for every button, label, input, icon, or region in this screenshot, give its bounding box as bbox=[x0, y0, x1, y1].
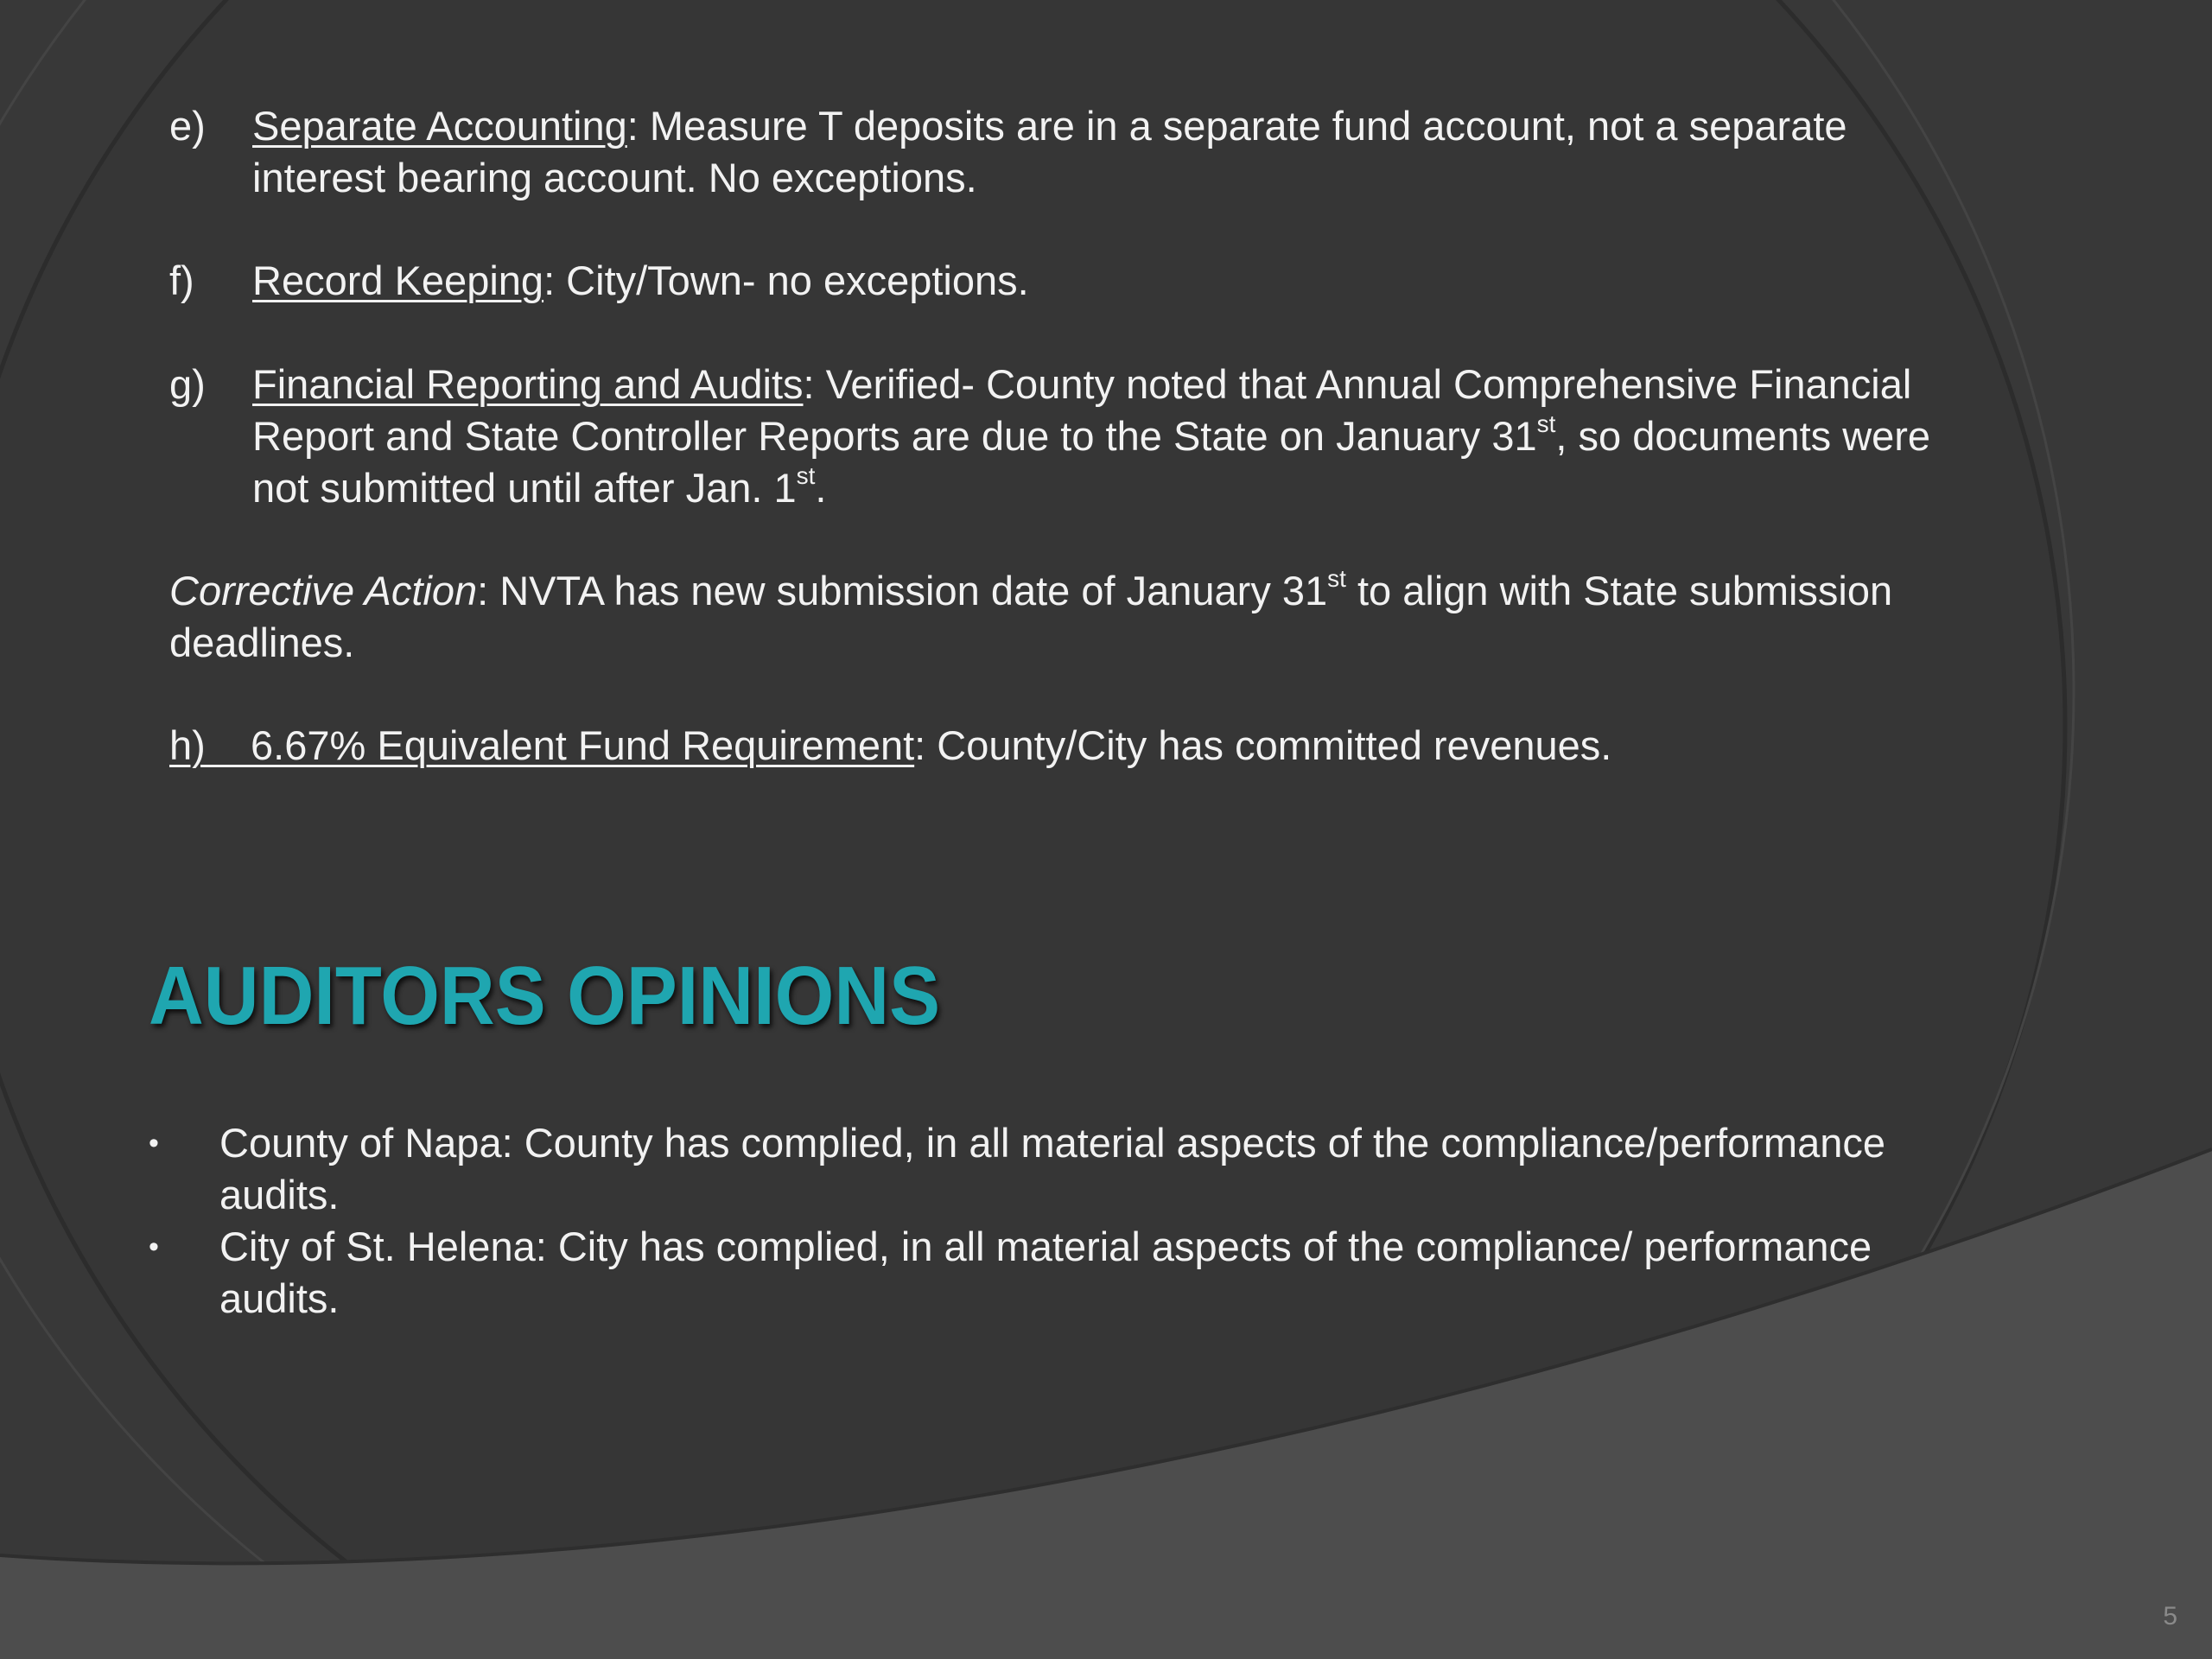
item-text: , so documents were not submitted until after Jan. 1 bbox=[252, 413, 1931, 511]
bullet-text: County of Napa: County has complied, in all material aspects of the compliance/performance audits. bbox=[219, 1120, 1885, 1217]
item-text: : Measure T deposits are in a separate fund account, not a separate interest bearing account. No exceptions. bbox=[252, 103, 1847, 200]
bullet-icon: • bbox=[149, 1127, 159, 1160]
item-equivalent-fund bbox=[169, 720, 1941, 772]
item-title: h) 6.67% Equivalent Fund Requirement bbox=[169, 722, 915, 768]
corrective-action-text: to align with State submission deadlines. bbox=[169, 568, 1893, 665]
corrective-action-text: : NVTA has new submission date of January 31 bbox=[477, 568, 1328, 613]
item-marker: e) bbox=[169, 103, 206, 149]
item-text: . bbox=[815, 465, 827, 511]
corrective-action bbox=[169, 565, 1941, 669]
superscript: st bbox=[796, 462, 816, 490]
opinions-list bbox=[149, 1117, 1963, 1325]
item-separate-accounting bbox=[169, 100, 1941, 204]
section-heading: AUDITORS OPINIONS bbox=[149, 950, 941, 1042]
item-financial-reporting bbox=[169, 359, 1941, 514]
bullet-icon: • bbox=[149, 1230, 159, 1263]
page-number: 5 bbox=[2163, 1602, 2177, 1630]
item-record-keeping bbox=[169, 255, 1941, 307]
item-title: Separate Accounting bbox=[252, 103, 627, 149]
item-text: : Verified- County noted that Annual Comprehensive Financial Report and State Controller Reports are due to the State on January 31 bbox=[252, 361, 1912, 459]
item-title: Record Keeping bbox=[252, 257, 544, 303]
item-text: : City/Town- no exceptions. bbox=[543, 257, 1029, 303]
item-text: : County/City has committed revenues. bbox=[914, 722, 1612, 768]
item-marker: g) bbox=[169, 361, 206, 407]
list-item bbox=[149, 1117, 1963, 1221]
bullet-text: City of St. Helena: City has complied, in all material aspects of the compliance/ performance audits. bbox=[219, 1224, 1872, 1321]
corrective-action-label: Corrective Action bbox=[169, 568, 478, 613]
item-title: Financial Reporting and Audits bbox=[252, 361, 804, 407]
item-marker: f) bbox=[169, 257, 194, 303]
list-item bbox=[149, 1221, 1963, 1325]
superscript: st bbox=[1327, 565, 1346, 593]
superscript: st bbox=[1536, 410, 1556, 438]
